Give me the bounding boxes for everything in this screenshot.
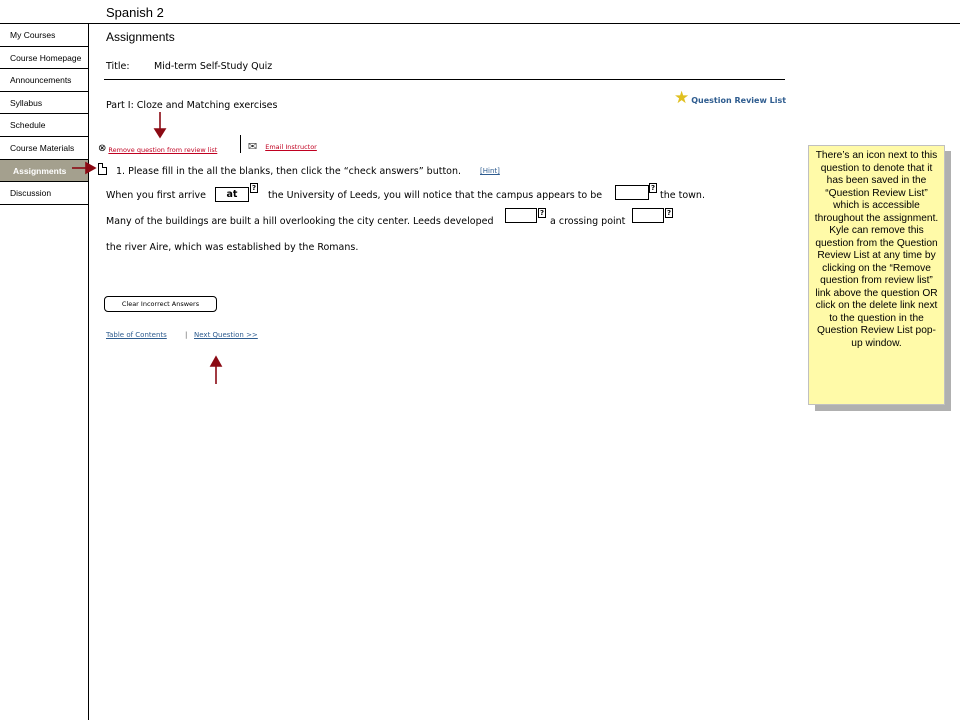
sidebar-item-label: Schedule bbox=[10, 120, 46, 131]
assignment-title: Mid-term Self-Study Quiz bbox=[154, 61, 273, 72]
sidebar-item-label: Assignments bbox=[13, 165, 67, 176]
footer-link-separator: | bbox=[185, 331, 188, 339]
email-link-label: Email Instructor bbox=[265, 142, 317, 151]
page-title: Assignments bbox=[106, 30, 175, 44]
title-label: Title: bbox=[106, 61, 130, 72]
arrowhead-icon bbox=[86, 163, 95, 173]
sidebar-item-label: My Courses bbox=[10, 30, 56, 40]
cloze-text: the town. bbox=[660, 190, 705, 201]
cloze-text: Many of the buildings are built a hill overlooking the city center. Leeds developed bbox=[106, 216, 494, 227]
sidebar-item-label: Course Homepage bbox=[10, 52, 82, 63]
help-icon[interactable]: ? bbox=[666, 209, 672, 217]
sidebar-item-label: Discussion bbox=[10, 188, 52, 199]
arrowhead-icon bbox=[211, 357, 221, 366]
annotation-callout: There’s an icon next to this question to denote that it has been saved in the “Question Review List” which is accessible throughout the assignment. Kyle can remove this question from the Question Review List at any time by clicking on the “Remove question from review list” link above the question OR click on the delete link next to the question in the Question Review List pop-up window. bbox=[808, 145, 945, 405]
cloze-text: the University of Leeds, you will notice that the campus appears to be bbox=[268, 190, 603, 201]
help-icon[interactable]: ? bbox=[650, 184, 656, 192]
envelope-icon: ✉ bbox=[248, 140, 258, 153]
part-heading: Part I: Cloze and Matching exercises bbox=[106, 100, 278, 111]
hint-link[interactable]: [Hint] bbox=[480, 167, 500, 175]
next-question-link[interactable]: Next Question >> bbox=[194, 331, 258, 339]
remove-link-label: Remove question from review list bbox=[108, 146, 218, 154]
clear-incorrect-answers-button[interactable]: Clear Incorrect Answers bbox=[104, 296, 217, 312]
arrowhead-icon bbox=[155, 129, 165, 137]
delete-circle-icon: ⊗ bbox=[98, 142, 107, 154]
sidebar-item-label: Course Materials bbox=[10, 142, 75, 153]
help-icon[interactable]: ? bbox=[539, 209, 545, 217]
help-icon[interactable]: ? bbox=[251, 184, 257, 192]
review-list-label: Question Review List bbox=[691, 95, 787, 105]
sidebar-item-label: Announcements bbox=[10, 75, 72, 86]
star-icon: ★ bbox=[674, 88, 690, 108]
table-of-contents-link[interactable]: Table of Contents bbox=[106, 331, 167, 339]
course-title: Spanish 2 bbox=[106, 5, 164, 20]
cloze-text: the river Aire, which was established by the Romans. bbox=[106, 242, 359, 253]
cloze-text: When you first arrive bbox=[106, 190, 206, 201]
question-prompt: 1. Please fill in the all the blanks, then click the “check answers” button. bbox=[116, 166, 462, 177]
sidebar-item-label: Syllabus bbox=[10, 97, 43, 108]
cloze-text: a crossing point bbox=[550, 216, 626, 227]
cloze-blank-input[interactable]: at bbox=[215, 187, 249, 202]
